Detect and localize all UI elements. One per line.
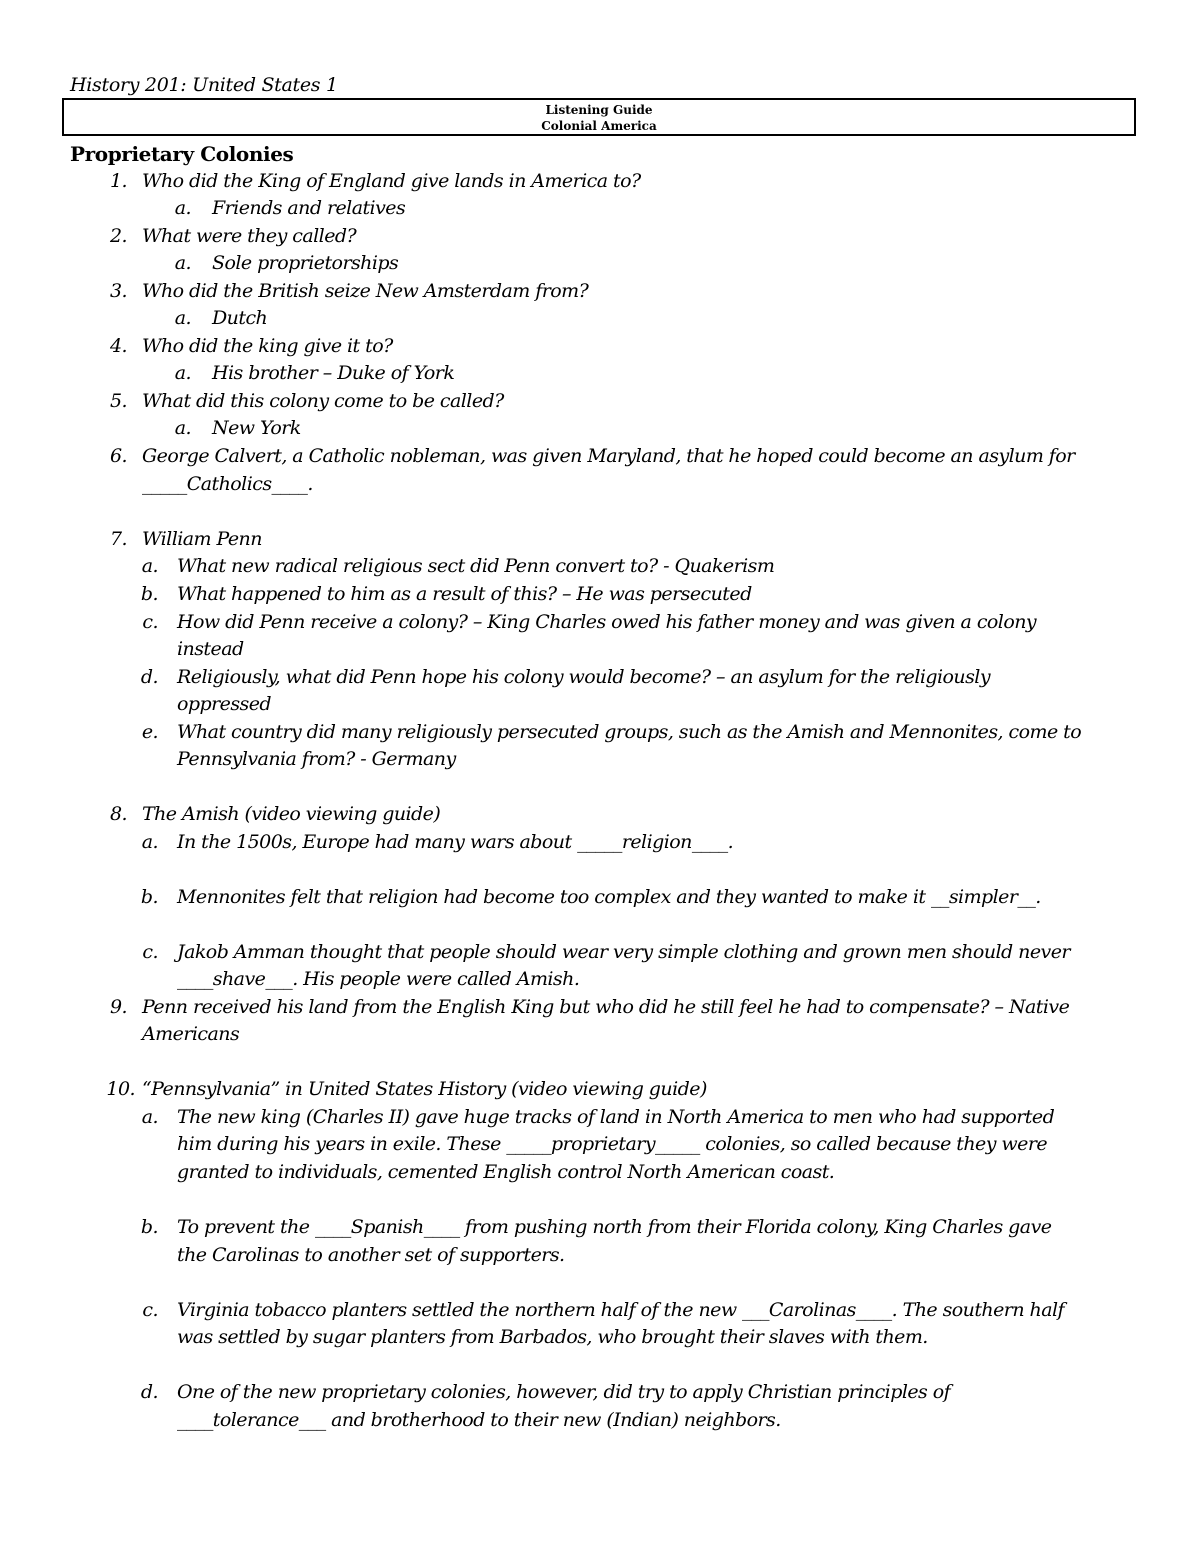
list-marker: b.: [140, 583, 158, 605]
list-marker: a.: [174, 417, 191, 439]
list-item-text: Dutch: [212, 307, 268, 329]
list-marker: d.: [140, 666, 158, 688]
list-marker: c.: [142, 1299, 158, 1321]
list-item-text: Friends and relatives: [212, 197, 406, 219]
list-marker: 3.: [109, 280, 127, 302]
list-item-text: “Pennsylvania” in United States History (video viewing guide): [142, 1078, 707, 1100]
list-item-text: ____tolerance___ and brotherhood to their new (Indian) neighbors.: [177, 1409, 781, 1431]
list-item-text: In the 1500s, Europe had many wars about _____religion____.: [177, 831, 734, 853]
list-marker: 10.: [106, 1078, 135, 1100]
list-marker: 2.: [109, 225, 127, 247]
list-marker: b.: [140, 1216, 158, 1238]
list-item-text: Penn received his land from the English King but who did he still feel he had to compensate? – Native: [142, 996, 1070, 1018]
list-item-text: the Carolinas to another set of supporters.: [177, 1244, 565, 1266]
list-marker: d.: [140, 1381, 158, 1403]
list-item-text: His brother – Duke of York: [212, 362, 455, 384]
list-marker: 9.: [109, 996, 127, 1018]
list-marker: a.: [174, 307, 191, 329]
list-marker: c.: [142, 611, 158, 633]
list-item-text: Who did the King of England give lands in America to?: [142, 170, 641, 192]
header-line-1: Listening Guide: [545, 103, 653, 117]
list-item-text: The Amish (video viewing guide): [142, 803, 441, 825]
list-item-text: Americans: [142, 1023, 240, 1045]
list-item-text: To prevent the ____Spanish____ from pushing north from their Florida colony, King Charles gave: [177, 1216, 1052, 1238]
list-item-text: What were they called?: [142, 225, 357, 247]
list-marker: 5.: [109, 390, 127, 412]
list-item-text: was settled by sugar planters from Barbados, who brought their slaves with them.: [177, 1326, 928, 1348]
list-item-text: How did Penn receive a colony? – King Charles owed his father money and was given a colony: [177, 611, 1037, 633]
list-item-text: Virginia tobacco planters settled the northern half of the new ___Carolinas____. The southern half: [177, 1299, 1064, 1321]
list-marker: 7.: [109, 528, 127, 550]
list-item-text: The new king (Charles II) gave huge tracks of land in North America to men who had supported: [177, 1106, 1055, 1128]
list-item-text: Sole proprietorships: [212, 252, 399, 274]
list-marker: a.: [141, 555, 158, 577]
list-item-text: him during his years in exile. These _____proprietary_____ colonies, so called because they were: [177, 1133, 1048, 1155]
list-marker: a.: [141, 1106, 158, 1128]
list-item-text: Jakob Amman thought that people should wear very simple clothing and grown men should never: [177, 941, 1070, 963]
list-marker: a.: [174, 197, 191, 219]
list-marker: a.: [174, 252, 191, 274]
list-marker: 6.: [109, 445, 127, 467]
header-box: [62, 98, 1136, 136]
list-item-text: Religiously, what did Penn hope his colony would become? – an asylum for the religiously: [177, 666, 991, 688]
list-item-text: What new radical religious sect did Penn convert to? - Quakerism: [177, 555, 775, 577]
list-item-text: instead: [177, 638, 244, 660]
section-title: Proprietary Colonies: [70, 142, 294, 166]
list-item-text: One of the new proprietary colonies, however, did try to apply Christian principles of: [177, 1381, 951, 1403]
list-item-text: Pennsylvania from? - Germany: [177, 748, 456, 770]
list-item-text: New York: [212, 417, 301, 439]
list-item-text: Who did the British seize New Amsterdam from?: [142, 280, 589, 302]
list-marker: b.: [140, 886, 158, 908]
list-item-text: granted to individuals, cemented English control North American coast.: [177, 1161, 835, 1183]
course-title: History 201: United States 1: [70, 74, 338, 96]
list-item-text: What did this colony come to be called?: [142, 390, 504, 412]
list-item-text: Who did the king give it to?: [142, 335, 393, 357]
list-item-text: What country did many religiously persecuted groups, such as the Amish and Mennonites, come to: [177, 721, 1082, 743]
list-marker: c.: [142, 941, 158, 963]
list-item-text: _____Catholics____.: [142, 473, 313, 495]
list-item-text: oppressed: [177, 693, 272, 715]
list-item-text: George Calvert, a Catholic nobleman, was given Maryland, that he hoped could become an asylum for: [142, 445, 1075, 467]
list-item-text: Mennonites felt that religion had become too complex and they wanted to make it __simpler__.: [177, 886, 1041, 908]
list-marker: 1.: [109, 170, 127, 192]
list-item-text: What happened to him as a result of this? – He was persecuted: [177, 583, 752, 605]
header-line-2: Colonial America: [541, 119, 657, 133]
list-marker: 8.: [109, 803, 127, 825]
list-marker: 4.: [109, 335, 127, 357]
list-item-text: ____shave___. His people were called Amish.: [177, 968, 580, 990]
list-marker: e.: [141, 721, 158, 743]
list-item-text: William Penn: [142, 528, 262, 550]
list-marker: a.: [174, 362, 191, 384]
list-marker: a.: [141, 831, 158, 853]
